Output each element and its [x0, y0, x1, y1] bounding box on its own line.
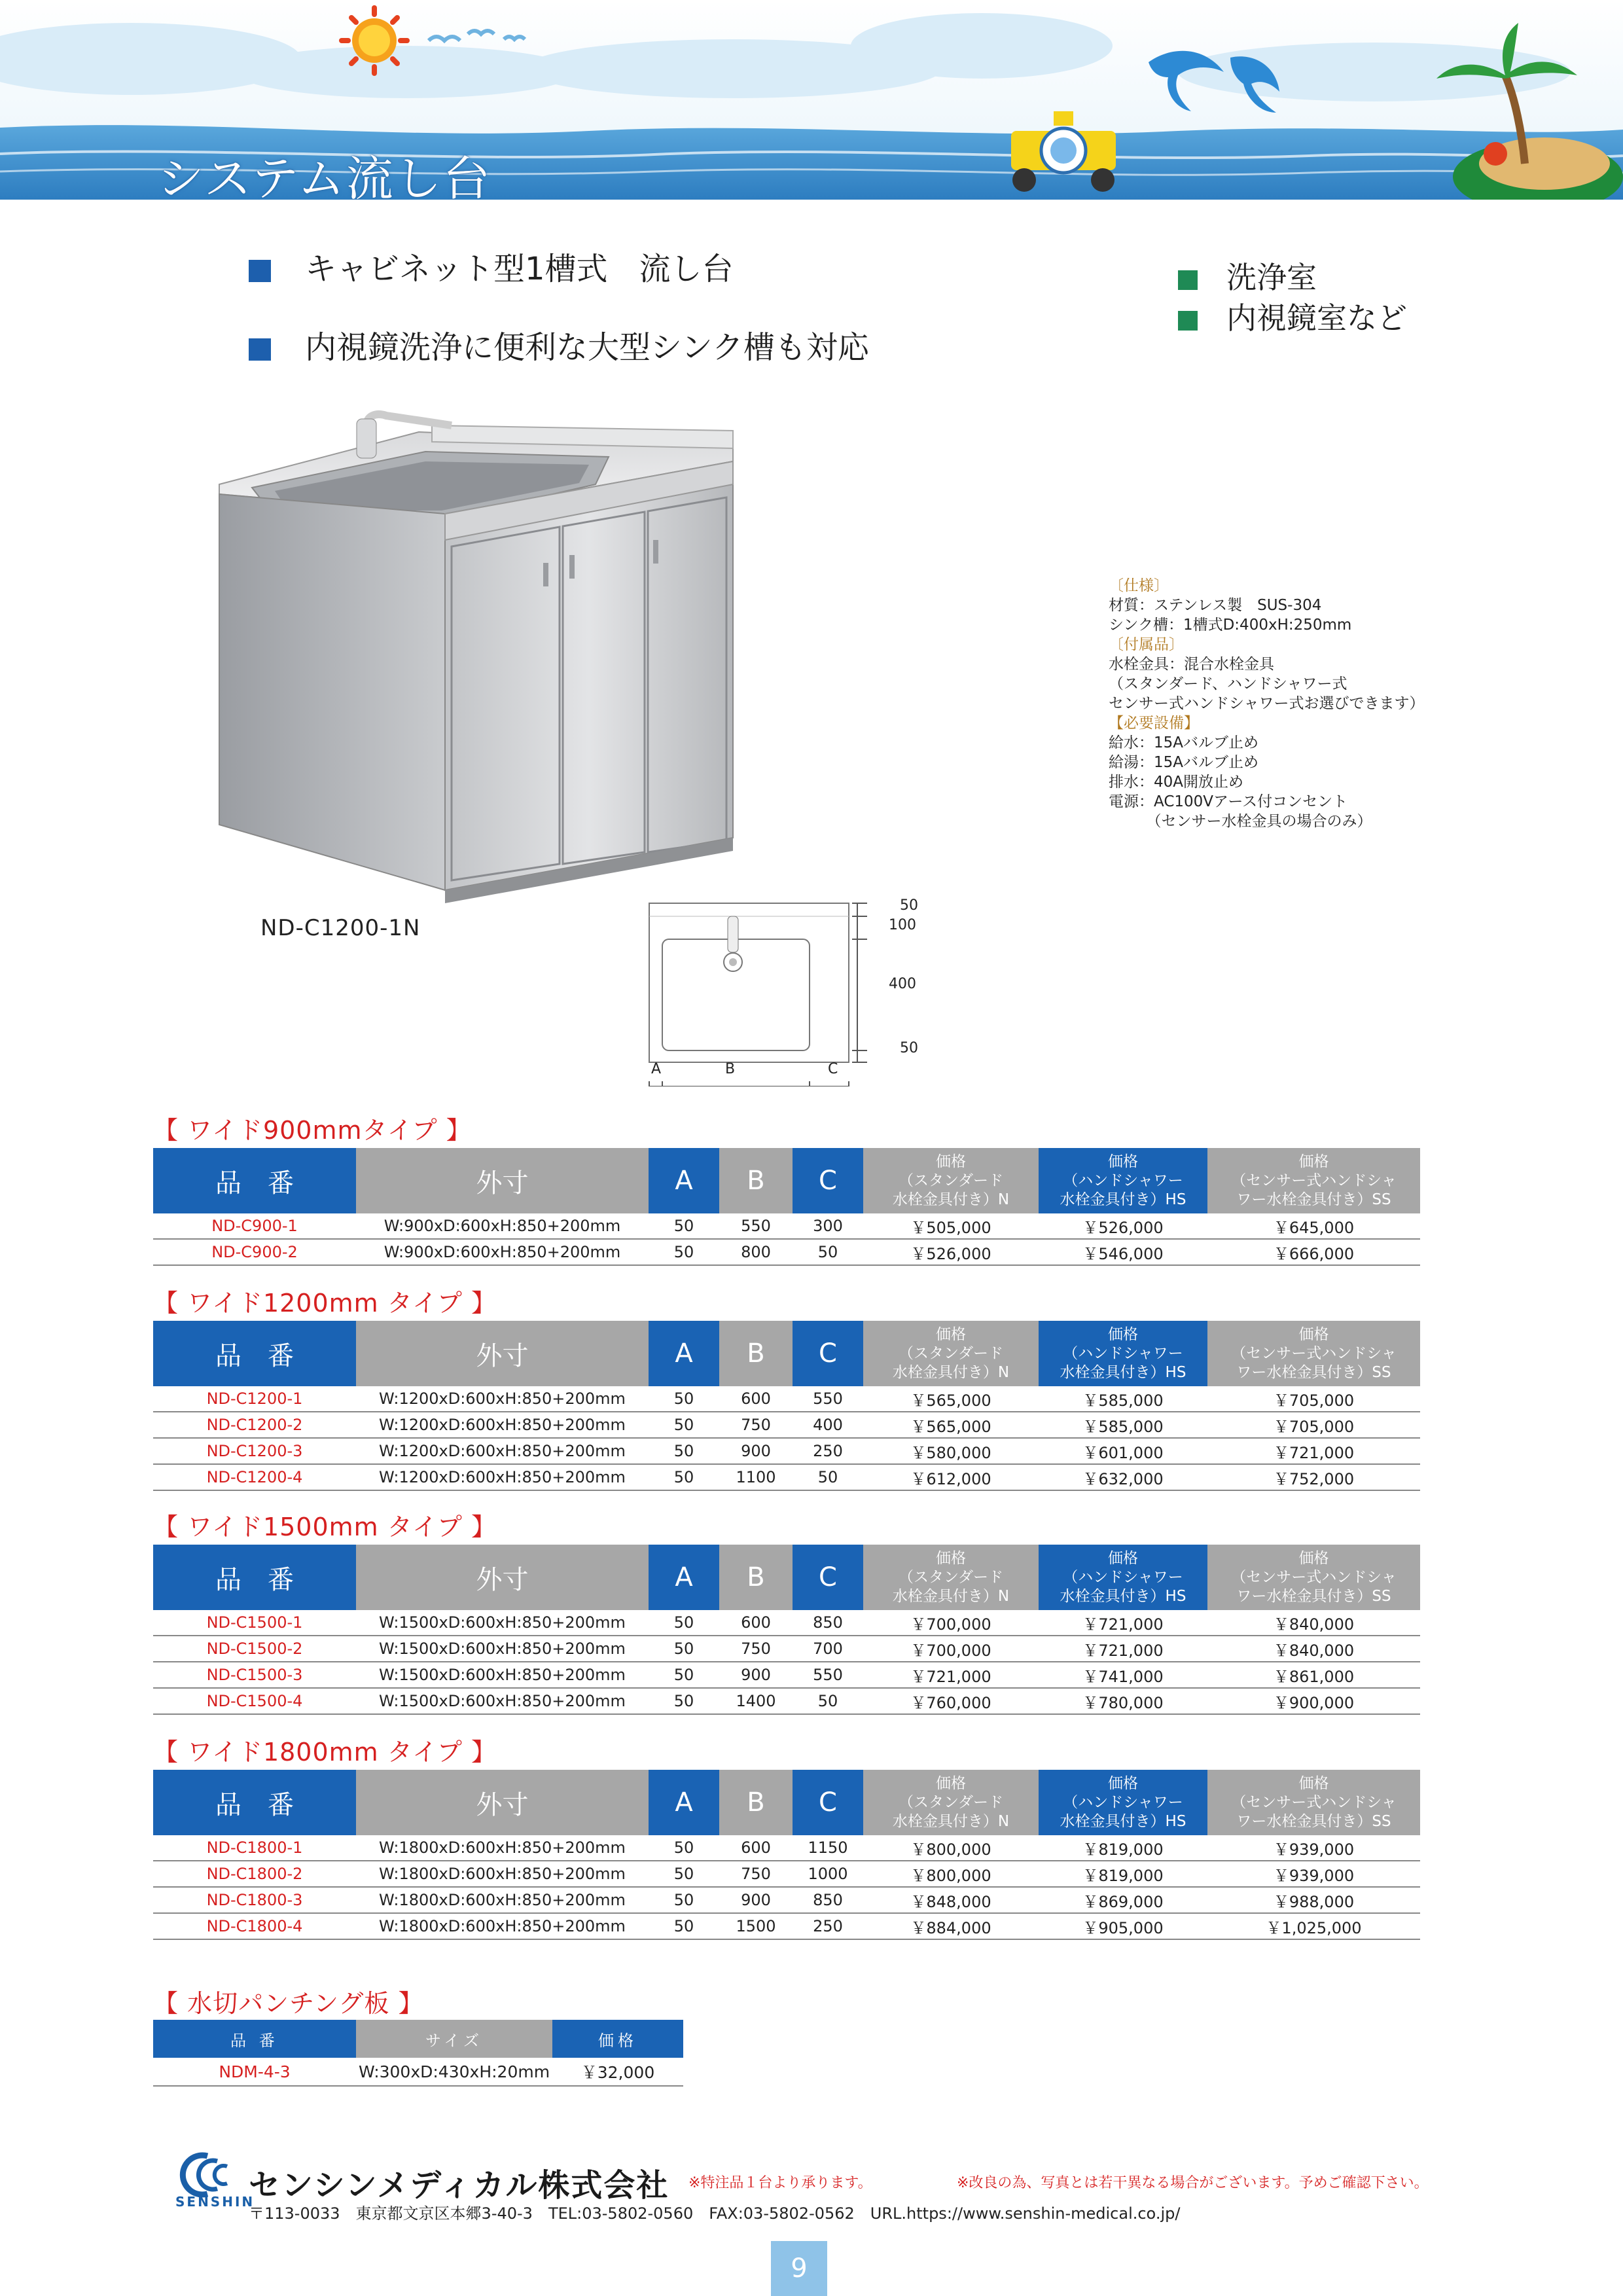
spec-line: 給湯：15Aバルブ止め — [1109, 754, 1259, 771]
price-hs-cell: ￥721,000 — [1039, 1636, 1207, 1662]
b-cell: 800 — [719, 1239, 793, 1265]
size-cell: W:1200xD:600xH:850+200mm — [356, 1412, 649, 1438]
price-n-cell: ￥565,000 — [863, 1386, 1039, 1412]
dimension-diagram — [641, 890, 929, 1086]
price-hs-cell: ￥741,000 — [1039, 1662, 1207, 1688]
price-hs-cell: ￥585,000 — [1039, 1412, 1207, 1438]
b-cell: 1400 — [719, 1688, 793, 1714]
bullet-square-icon — [1178, 270, 1198, 290]
table-row — [153, 2058, 683, 2086]
c-cell: 50 — [793, 1464, 863, 1490]
col-header-size: 外寸 — [356, 1321, 649, 1386]
spec-heading: 【必要設備】 — [1109, 715, 1199, 732]
c-cell: 250 — [793, 1913, 863, 1939]
feature-text: 内視鏡洗浄に便利な大型シンク槽も対応 — [305, 329, 869, 366]
b-cell: 900 — [719, 1887, 793, 1913]
page-number: 9 — [771, 2241, 827, 2296]
size-cell: W:1800xD:600xH:850+200mm — [356, 1861, 649, 1887]
price-n-cell: ￥848,000 — [863, 1887, 1039, 1913]
col-header-size: 外寸 — [356, 1770, 649, 1835]
a-cell: 50 — [649, 1610, 719, 1636]
col-header-price-standard: 価格 （スタンダード 水栓金具付き）N — [863, 1545, 1039, 1610]
a-cell: 50 — [649, 1688, 719, 1714]
table-row — [153, 1835, 1420, 1861]
price-hs-cell: ￥601,000 — [1039, 1438, 1207, 1464]
col-header-price-standard: 価格 （スタンダード 水栓金具付き）N — [863, 1770, 1039, 1835]
price-n-cell: ￥800,000 — [863, 1835, 1039, 1861]
spec-block — [1109, 576, 1425, 831]
price-ss-cell: ￥705,000 — [1207, 1412, 1420, 1438]
col-header-price-handshower: 価格 （ハンドシャワー 水栓金具付き）HS — [1039, 1321, 1207, 1386]
section-title: 【 ワイド1200mm タイプ 】 — [153, 1289, 497, 1318]
section-title: 【 ワイド1500mm タイプ 】 — [153, 1513, 497, 1541]
model-cell: ND-C1200-1 — [153, 1386, 356, 1412]
dim-label: 50 — [900, 897, 918, 914]
b-cell: 1100 — [719, 1464, 793, 1490]
price-n-cell: ￥580,000 — [863, 1438, 1039, 1464]
col-header-model: 品 番 — [153, 1321, 356, 1386]
price-ss-cell: ￥752,000 — [1207, 1464, 1420, 1490]
price-ss-cell: ￥645,000 — [1207, 1213, 1420, 1239]
col-header-a: A — [649, 1148, 719, 1213]
size-cell: W:1800xD:600xH:850+200mm — [356, 1887, 649, 1913]
col-header-price: 価格 — [552, 2020, 683, 2058]
c-cell: 50 — [793, 1239, 863, 1265]
col-header-c: C — [793, 1545, 863, 1610]
a-cell: 50 — [649, 1887, 719, 1913]
price-hs-cell: ￥721,000 — [1039, 1610, 1207, 1636]
col-header-b: B — [719, 1770, 793, 1835]
price-ss-cell: ￥666,000 — [1207, 1239, 1420, 1265]
model-cell: ND-C1800-1 — [153, 1835, 356, 1861]
spec-line: （スタンダード、ハンドシャワー式 — [1109, 675, 1347, 692]
table-row — [153, 1913, 1420, 1939]
c-cell: 850 — [793, 1887, 863, 1913]
table-row — [153, 1386, 1420, 1412]
size-cell: W:1200xD:600xH:850+200mm — [356, 1438, 649, 1464]
dim-label: 100 — [889, 917, 916, 933]
c-cell: 550 — [793, 1662, 863, 1688]
size-cell: W:900xD:600xH:850+200mm — [356, 1213, 649, 1239]
spec-line: 水栓金具：混合水栓金具 — [1109, 656, 1274, 673]
col-header-size: 外寸 — [356, 1545, 649, 1610]
col-header-price-sensor: 価格 （センサー式ハンドシャ ワー水栓金具付き）SS — [1207, 1148, 1420, 1213]
price-hs-cell: ￥905,000 — [1039, 1913, 1207, 1939]
accessory-table — [153, 2020, 683, 2087]
spec-line: （センサー水栓金具の場合のみ） — [1109, 813, 1372, 830]
col-header-price-standard: 価格 （スタンダード 水栓金具付き）N — [863, 1321, 1039, 1386]
table-row — [153, 1464, 1420, 1490]
bullet-square-icon — [249, 338, 271, 361]
a-cell: 50 — [649, 1636, 719, 1662]
price-n-cell: ￥800,000 — [863, 1861, 1039, 1887]
feature-text: キャビネット型1槽式 流し台 — [305, 251, 734, 287]
table-row — [153, 1636, 1420, 1662]
col-header-price-handshower: 価格 （ハンドシャワー 水栓金具付き）HS — [1039, 1148, 1207, 1213]
price-table-1800 — [153, 1770, 1420, 1940]
price-table-1500 — [153, 1545, 1420, 1715]
table-row — [153, 1610, 1420, 1636]
price-hs-cell: ￥632,000 — [1039, 1464, 1207, 1490]
table-row — [153, 1887, 1420, 1913]
price-hs-cell: ￥780,000 — [1039, 1688, 1207, 1714]
bullet-square-icon — [1178, 311, 1198, 331]
spec-line: 排水：40A開放止め — [1109, 774, 1244, 791]
section-title: 【 ワイド900mmタイプ 】 — [153, 1116, 472, 1145]
table-row — [153, 1239, 1420, 1265]
a-cell: 50 — [649, 1213, 719, 1239]
col-header-model: 品 番 — [153, 1770, 356, 1835]
use-location-2 — [1178, 295, 1407, 338]
price-hs-cell: ￥819,000 — [1039, 1835, 1207, 1861]
model-cell: ND-C1800-4 — [153, 1913, 356, 1939]
sink-cabinet-photo — [216, 406, 740, 903]
col-header-c: C — [793, 1770, 863, 1835]
table-row — [153, 1662, 1420, 1688]
spec-line: 給水：15Aバルブ止め — [1109, 734, 1259, 751]
model-cell: ND-C1500-3 — [153, 1662, 356, 1688]
b-cell: 600 — [719, 1386, 793, 1412]
model-cell: ND-C1200-2 — [153, 1412, 356, 1438]
size-cell: W:1500xD:600xH:850+200mm — [356, 1688, 649, 1714]
price-n-cell: ￥565,000 — [863, 1412, 1039, 1438]
price-hs-cell: ￥546,000 — [1039, 1239, 1207, 1265]
col-header-a: A — [649, 1545, 719, 1610]
spec-heading: 〔付属品〕 — [1109, 636, 1184, 653]
model-cell: ND-C900-1 — [153, 1213, 356, 1239]
price-hs-cell: ￥585,000 — [1039, 1386, 1207, 1412]
price-ss-cell: ￥939,000 — [1207, 1835, 1420, 1861]
col-header-price-sensor: 価格 （センサー式ハンドシャ ワー水栓金具付き）SS — [1207, 1770, 1420, 1835]
model-cell: ND-C1500-4 — [153, 1688, 356, 1714]
price-cell: ￥32,000 — [552, 2058, 683, 2086]
c-cell: 1000 — [793, 1861, 863, 1887]
price-hs-cell: ￥526,000 — [1039, 1213, 1207, 1239]
size-cell: W:300xD:430xH:20mm — [356, 2058, 552, 2086]
col-header-a: A — [649, 1321, 719, 1386]
price-n-cell: ￥612,000 — [863, 1464, 1039, 1490]
b-cell: 550 — [719, 1213, 793, 1239]
price-ss-cell: ￥900,000 — [1207, 1688, 1420, 1714]
a-cell: 50 — [649, 1386, 719, 1412]
price-ss-cell: ￥705,000 — [1207, 1386, 1420, 1412]
col-header-size: サイズ — [356, 2020, 552, 2058]
feature-bullet-1 — [249, 243, 734, 289]
model-cell: ND-C1800-3 — [153, 1887, 356, 1913]
model-cell: NDM-4-3 — [153, 2058, 356, 2086]
price-n-cell: ￥700,000 — [863, 1636, 1039, 1662]
col-header-b: B — [719, 1545, 793, 1610]
company-address: 〒113-0033 東京都文京区本郷3-40-3 TEL:03-5802-0560 FAX:03-5802-0562 URL.https://www.senshin-medical.co.jp/ — [249, 2204, 1181, 2223]
b-cell: 750 — [719, 1412, 793, 1438]
price-table-1200 — [153, 1321, 1420, 1491]
col-header-b: B — [719, 1148, 793, 1213]
table-row — [153, 1861, 1420, 1887]
table-row — [153, 1688, 1420, 1714]
col-header-c: C — [793, 1321, 863, 1386]
size-cell: W:900xD:600xH:850+200mm — [356, 1239, 649, 1265]
price-n-cell: ￥526,000 — [863, 1239, 1039, 1265]
col-header-price-handshower: 価格 （ハンドシャワー 水栓金具付き）HS — [1039, 1770, 1207, 1835]
col-header-model: 品 番 — [153, 2020, 356, 2058]
b-cell: 900 — [719, 1438, 793, 1464]
dim-label: 50 — [900, 1040, 918, 1056]
page-title: システム流し台 — [157, 151, 491, 200]
price-ss-cell: ￥840,000 — [1207, 1636, 1420, 1662]
company-name: センシンメディカル株式会社 — [249, 2167, 669, 2204]
note-disclaimer: ※改良の為、写真とは若干異なる場合がございます。予めご確認下さい。 — [957, 2175, 1429, 2191]
spec-heading: 〔仕様〕 — [1109, 577, 1169, 594]
use-location-1 — [1178, 254, 1317, 297]
dim-label: C — [828, 1061, 838, 1077]
b-cell: 1500 — [719, 1913, 793, 1939]
b-cell: 600 — [719, 1610, 793, 1636]
use-text: 内視鏡室など — [1226, 300, 1407, 336]
feature-bullet-2 — [249, 322, 869, 367]
c-cell: 1150 — [793, 1835, 863, 1861]
dim-label: B — [725, 1061, 736, 1077]
c-cell: 550 — [793, 1386, 863, 1412]
spec-line: 材質：ステンレス製 SUS-304 — [1109, 597, 1322, 614]
a-cell: 50 — [649, 1438, 719, 1464]
price-ss-cell: ￥939,000 — [1207, 1861, 1420, 1887]
page-header-banner — [0, 0, 1623, 200]
model-cell: ND-C1800-2 — [153, 1861, 356, 1887]
size-cell: W:1200xD:600xH:850+200mm — [356, 1464, 649, 1490]
c-cell: 850 — [793, 1610, 863, 1636]
a-cell: 50 — [649, 1412, 719, 1438]
price-hs-cell: ￥869,000 — [1039, 1887, 1207, 1913]
col-header-model: 品 番 — [153, 1545, 356, 1610]
size-cell: W:1200xD:600xH:850+200mm — [356, 1386, 649, 1412]
price-hs-cell: ￥819,000 — [1039, 1861, 1207, 1887]
b-cell: 750 — [719, 1861, 793, 1887]
section-title: 【 水切パンチング板 】 — [153, 1989, 424, 2018]
size-cell: W:1500xD:600xH:850+200mm — [356, 1610, 649, 1636]
b-cell: 600 — [719, 1835, 793, 1861]
price-n-cell: ￥700,000 — [863, 1610, 1039, 1636]
table-row — [153, 1213, 1420, 1239]
dim-label: 400 — [889, 976, 916, 992]
bullet-square-icon — [249, 260, 271, 282]
c-cell: 300 — [793, 1213, 863, 1239]
table-row — [153, 1412, 1420, 1438]
price-ss-cell: ￥1,025,000 — [1207, 1913, 1420, 1939]
col-header-c: C — [793, 1148, 863, 1213]
b-cell: 900 — [719, 1662, 793, 1688]
use-text: 洗浄室 — [1226, 260, 1317, 295]
col-header-a: A — [649, 1770, 719, 1835]
logo-wordmark: SENSHIN — [175, 2194, 255, 2210]
b-cell: 750 — [719, 1636, 793, 1662]
col-header-size: 外寸 — [356, 1148, 649, 1213]
a-cell: 50 — [649, 1835, 719, 1861]
size-cell: W:1800xD:600xH:850+200mm — [356, 1913, 649, 1939]
model-cell: ND-C1200-3 — [153, 1438, 356, 1464]
spec-line: シンク槽：1槽式D:400xH:250mm — [1109, 617, 1352, 634]
a-cell: 50 — [649, 1861, 719, 1887]
spec-line: 電源：AC100Vアース付コンセント — [1109, 793, 1348, 810]
col-header-price-handshower: 価格 （ハンドシャワー 水栓金具付き）HS — [1039, 1545, 1207, 1610]
price-table-900 — [153, 1148, 1420, 1266]
a-cell: 50 — [649, 1464, 719, 1490]
price-ss-cell: ￥840,000 — [1207, 1610, 1420, 1636]
dim-label: A — [651, 1061, 662, 1077]
price-n-cell: ￥505,000 — [863, 1213, 1039, 1239]
model-cell: ND-C900-2 — [153, 1239, 356, 1265]
col-header-model: 品 番 — [153, 1148, 356, 1213]
price-ss-cell: ￥988,000 — [1207, 1887, 1420, 1913]
model-cell: ND-C1500-1 — [153, 1610, 356, 1636]
col-header-price-standard: 価格 （スタンダード 水栓金具付き）N — [863, 1148, 1039, 1213]
price-n-cell: ￥884,000 — [863, 1913, 1039, 1939]
price-ss-cell: ￥721,000 — [1207, 1438, 1420, 1464]
a-cell: 50 — [649, 1239, 719, 1265]
price-ss-cell: ￥861,000 — [1207, 1662, 1420, 1688]
spec-line: センサー式ハンドシャワー式お選びできます） — [1109, 695, 1425, 712]
c-cell: 50 — [793, 1688, 863, 1714]
price-n-cell: ￥760,000 — [863, 1688, 1039, 1714]
product-model-label: ND-C1200-1N — [260, 915, 421, 941]
model-cell: ND-C1200-4 — [153, 1464, 356, 1490]
size-cell: W:1500xD:600xH:850+200mm — [356, 1662, 649, 1688]
size-cell: W:1500xD:600xH:850+200mm — [356, 1636, 649, 1662]
c-cell: 250 — [793, 1438, 863, 1464]
size-cell: W:1800xD:600xH:850+200mm — [356, 1835, 649, 1861]
section-title: 【 ワイド1800mm タイプ 】 — [153, 1738, 497, 1767]
c-cell: 400 — [793, 1412, 863, 1438]
table-row — [153, 1438, 1420, 1464]
c-cell: 700 — [793, 1636, 863, 1662]
price-n-cell: ￥721,000 — [863, 1662, 1039, 1688]
a-cell: 50 — [649, 1913, 719, 1939]
col-header-price-sensor: 価格 （センサー式ハンドシャ ワー水栓金具付き）SS — [1207, 1545, 1420, 1610]
col-header-price-sensor: 価格 （センサー式ハンドシャ ワー水栓金具付き）SS — [1207, 1321, 1420, 1386]
note-custom-order: ※特注品１台より承ります。 — [688, 2175, 872, 2191]
col-header-b: B — [719, 1321, 793, 1386]
model-cell: ND-C1500-2 — [153, 1636, 356, 1662]
senshin-logo-icon — [171, 2152, 243, 2198]
a-cell: 50 — [649, 1662, 719, 1688]
